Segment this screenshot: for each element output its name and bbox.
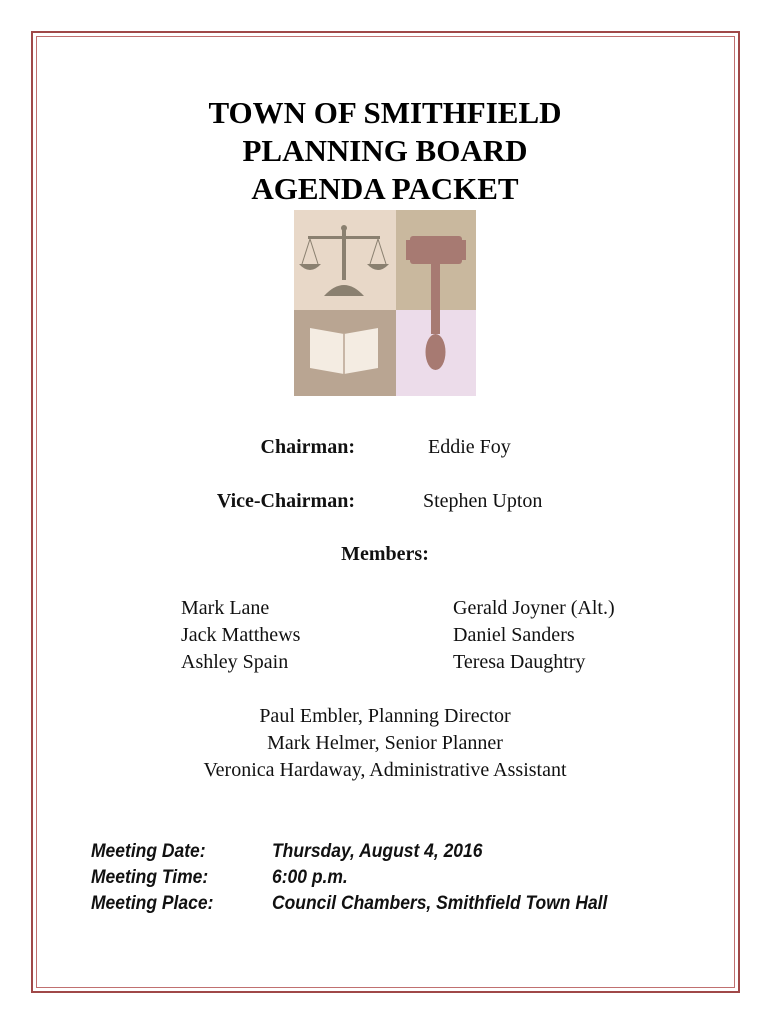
meeting-time-label: Meeting Time: (91, 867, 209, 888)
title-line-2: PLANNING BOARD (242, 133, 528, 168)
vice-chairman-label: Vice-Chairman: (216, 490, 355, 512)
staff-planning-director: Paul Embler, Planning Director (259, 705, 511, 727)
title-line-1: TOWN OF SMITHFIELD (208, 95, 562, 130)
chairman-name: Eddie Foy (428, 436, 511, 458)
staff-administrative-assistant: Veronica Hardaway, Administrative Assistant (203, 759, 567, 781)
staff-list (0, 703, 770, 784)
member-right-1: Gerald Joyner (Alt.) (453, 597, 615, 619)
members-heading: Members: (341, 543, 429, 565)
member-left-3: Ashley Spain (181, 651, 289, 673)
meeting-time-value: 6:00 p.m. (272, 867, 348, 888)
open-book-icon (310, 328, 378, 374)
member-left-2: Jack Matthews (181, 624, 301, 646)
meeting-place-value: Council Chambers, Smithfield Town Hall (272, 893, 608, 914)
document-title (0, 94, 770, 208)
planning-board-logo (294, 210, 476, 396)
meeting-date-label: Meeting Date: (91, 841, 206, 862)
staff-senior-planner: Mark Helmer, Senior Planner (267, 732, 503, 754)
member-right-3: Teresa Daughtry (453, 651, 586, 673)
member-right-2: Daniel Sanders (453, 624, 575, 646)
member-left-1: Mark Lane (181, 597, 270, 619)
meeting-place-label: Meeting Place: (91, 893, 214, 914)
meeting-date-value: Thursday, August 4, 2016 (272, 841, 483, 862)
title-line-3: AGENDA PACKET (251, 171, 519, 206)
chairman-label: Chairman: (260, 436, 355, 458)
vice-chairman-name: Stephen Upton (423, 490, 543, 512)
